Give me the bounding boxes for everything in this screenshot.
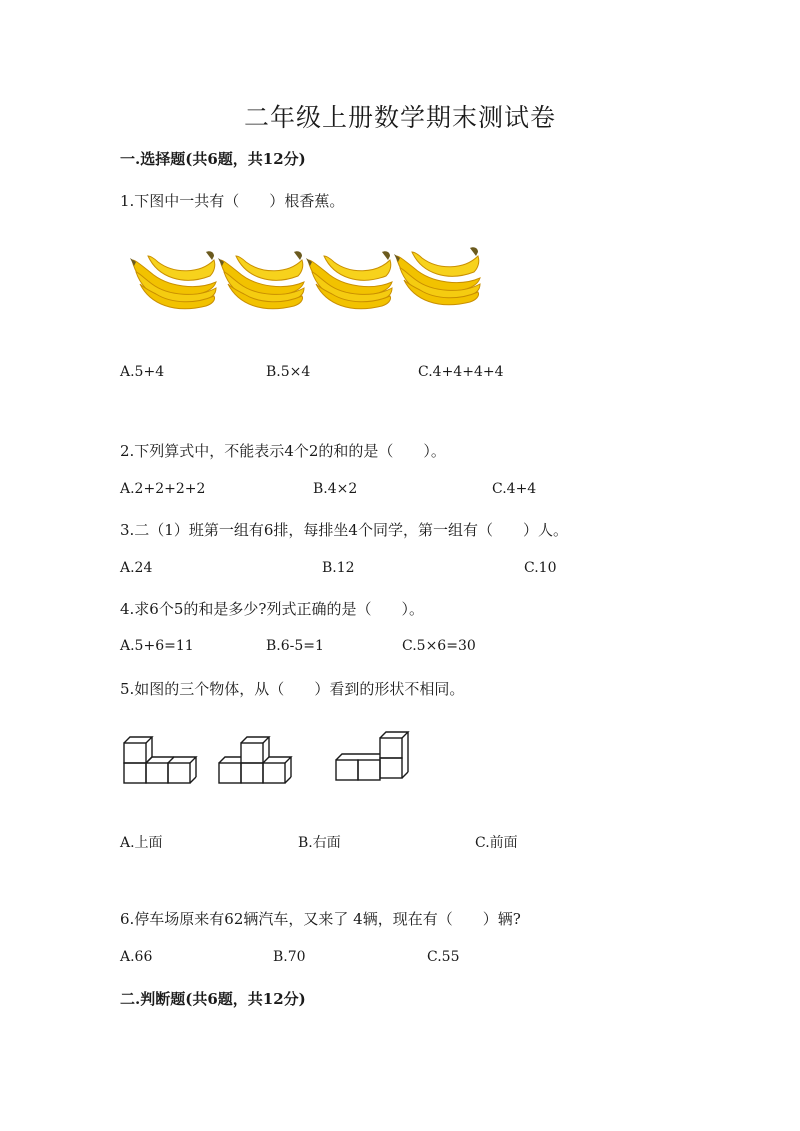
question-4-option-b[interactable]: B.6-5=1	[266, 638, 324, 654]
cube-stack-1	[124, 737, 196, 783]
question-1-option-c[interactable]: C.4+4+4+4	[418, 364, 504, 380]
question-6-text: 6.停车场原来有62辆汽车，又来了 4辆，现在有（ ）辆?	[120, 910, 521, 928]
question-4-option-a[interactable]: A.5+6=11	[120, 638, 194, 654]
question-2-option-c[interactable]: C.4+4	[492, 481, 537, 497]
banana-bunch	[394, 247, 480, 305]
question-6-option-a[interactable]: A.66	[120, 949, 153, 965]
page-title: 二年级上册数学期末测试卷	[243, 103, 556, 132]
question-5-option-c[interactable]: C.前面	[475, 835, 518, 851]
question-1-option-b[interactable]: B.5×4	[266, 364, 311, 380]
question-3-text: 3.二（1）班第一组有6排，每排坐4个同学，第一组有（ ）人。	[120, 521, 568, 539]
question-1-text: 1.下图中一共有（ ）根香蕉。	[120, 192, 345, 210]
banana-bunch	[306, 251, 392, 309]
question-5-option-b[interactable]: B.右面	[298, 835, 341, 851]
section-heading-choice: 一.选择题(共6题，共12分)	[120, 150, 306, 168]
question-5-option-a[interactable]: A.上面	[120, 835, 163, 851]
cube-stack-3	[336, 732, 408, 780]
question-2-option-a[interactable]: A.2+2+2+2	[120, 481, 206, 497]
question-2-option-b[interactable]: B.4×2	[313, 481, 358, 497]
question-3-option-b[interactable]: B.12	[322, 560, 355, 576]
question-3-option-c[interactable]: C.10	[524, 560, 557, 576]
banana-bunches-figure	[128, 242, 488, 316]
question-1-option-a[interactable]: A.5+4	[120, 364, 165, 380]
cube-stacks-figure	[118, 730, 418, 792]
question-6-option-b[interactable]: B.70	[273, 949, 306, 965]
question-4-option-c[interactable]: C.5×6=30	[402, 638, 476, 654]
section-heading-judgement: 二.判断题(共6题，共12分)	[120, 990, 306, 1008]
banana-bunch	[218, 251, 304, 309]
question-2-text: 2.下列算式中，不能表示4个2的和的是（ ）。	[120, 442, 446, 460]
question-6-option-c[interactable]: C.55	[427, 949, 460, 965]
question-3-option-a[interactable]: A.24	[120, 560, 153, 576]
banana-bunch	[130, 251, 216, 309]
question-5-text: 5.如图的三个物体，从（ ）看到的形状不相同。	[120, 680, 465, 698]
cube-stack-2	[219, 737, 291, 783]
question-4-text: 4.求6个5的和是多少?列式正确的是（ ）。	[120, 600, 424, 618]
